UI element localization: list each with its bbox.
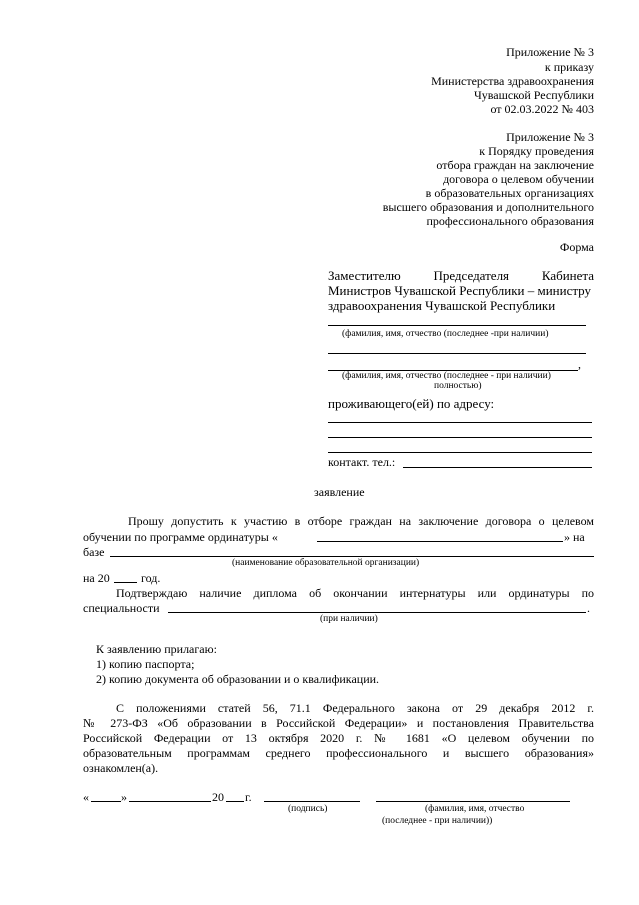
header2-line2: к Порядку проведения — [479, 144, 594, 158]
signer-name-caption-1: (фамилия, имя, отчество — [425, 804, 525, 814]
organization-caption: (наименование образовательной организации) — [232, 558, 420, 568]
p2-line1: Подтверждаю наличие диплома об окончании интернатуры или ординатуры по — [116, 586, 594, 600]
applicant-name-line[interactable] — [328, 325, 586, 326]
date-close-quote: » — [121, 790, 127, 804]
header2-line6: высшего образования и дополнительного — [382, 200, 594, 214]
p2-end: . — [587, 601, 590, 615]
day-field[interactable] — [91, 801, 121, 802]
attach-intro: К заявлению прилагаю: — [96, 642, 217, 656]
year-field[interactable] — [114, 582, 137, 583]
contact-label: контакт. тел.: — [328, 455, 396, 469]
applicant-fullname-caption-a: (фамилия, имя, отчество (последнее - при наличии) — [342, 371, 551, 381]
specialty-field[interactable] — [168, 612, 586, 613]
specialty-caption: (при наличии) — [320, 614, 378, 624]
signature-field[interactable] — [264, 801, 360, 802]
applicant-comma: , — [578, 357, 581, 371]
attach-item-2: 2) копию документа об образовании и о квалификации. — [96, 672, 380, 686]
signature-caption: (подпись) — [288, 804, 328, 814]
header1-line1: Приложение № 3 — [506, 45, 594, 59]
p3-line1: С положениями статей 56, 71.1 Федерального закона от 29 декабря 2012 г. — [116, 701, 594, 715]
program-field[interactable] — [317, 541, 563, 542]
document-title: заявление — [314, 485, 365, 499]
p3-line2: № 273-ФЗ «Об образовании в Российской Федерации» и постановления Правительства — [83, 716, 594, 730]
applicant-fullname-caption-b: полностью) — [434, 381, 482, 391]
year-suffix-sign: г. — [245, 790, 252, 804]
addressee-line2: Министров Чувашской Республики – министру — [328, 283, 592, 298]
attach-item-1: 1) копию паспорта; — [96, 657, 195, 671]
year-prefix: на 20 — [83, 571, 110, 585]
p1-line1: Прошу допустить к участию в отборе граждан на заключение договора о целевом — [128, 514, 594, 528]
applicant-name-full-line1[interactable] — [328, 353, 586, 354]
form-label: Форма — [559, 240, 594, 254]
signer-name-field[interactable] — [376, 801, 570, 802]
header2-line1: Приложение № 3 — [506, 130, 594, 144]
p1-line3-label: базе — [83, 545, 105, 559]
sign-year-field[interactable] — [226, 801, 244, 802]
address-line1[interactable] — [328, 422, 592, 423]
p3-line3: Российской Федерации от 13 октября 2020 г. № 1681 «О целевом обучении по — [83, 731, 594, 745]
month-field[interactable] — [129, 801, 211, 802]
applicant-name-caption: (фамилия, имя, отчество (последнее -при наличии) — [342, 329, 549, 339]
header1-line3: Министерства здравоохранения — [431, 74, 594, 88]
header1-line5: от 02.03.2022 № 403 — [490, 102, 594, 116]
contact-line[interactable] — [403, 467, 592, 468]
addressee-line3: здравоохранения Чувашской Республики — [328, 298, 556, 313]
header1-line2: к приказу — [544, 60, 594, 74]
signer-name-caption-2: (последнее - при наличии)) — [382, 816, 493, 826]
p1-line2-start: обучении по программе ординатуры « — [83, 530, 278, 544]
p3-line5: ознакомлен(а). — [83, 761, 159, 775]
address-line2[interactable] — [328, 437, 592, 438]
organization-field[interactable] — [110, 556, 594, 557]
p1-line2-end: » на — [564, 530, 585, 544]
address-label: проживающего(ей) по адресу: — [328, 396, 495, 411]
header2-line5: в образовательных организациях — [425, 186, 594, 200]
addressee-line1: Заместителю Председателя Кабинета — [328, 268, 594, 283]
header2-line4: договора о целевом обучении — [443, 172, 594, 186]
header2-line3: отбора граждан на заключение — [436, 158, 594, 172]
header2-line7: профессионального образования — [426, 214, 594, 228]
p3-line4: образовательным программам среднего профессионального и высшего образования» — [83, 746, 594, 760]
p2-line2-label: специальности — [83, 601, 160, 615]
year-suffix: год. — [141, 571, 161, 585]
address-line3[interactable] — [328, 452, 592, 453]
year-prefix-sign: 20 — [212, 790, 224, 804]
date-open-quote: « — [83, 790, 89, 804]
header1-line4: Чувашской Республики — [473, 88, 594, 102]
